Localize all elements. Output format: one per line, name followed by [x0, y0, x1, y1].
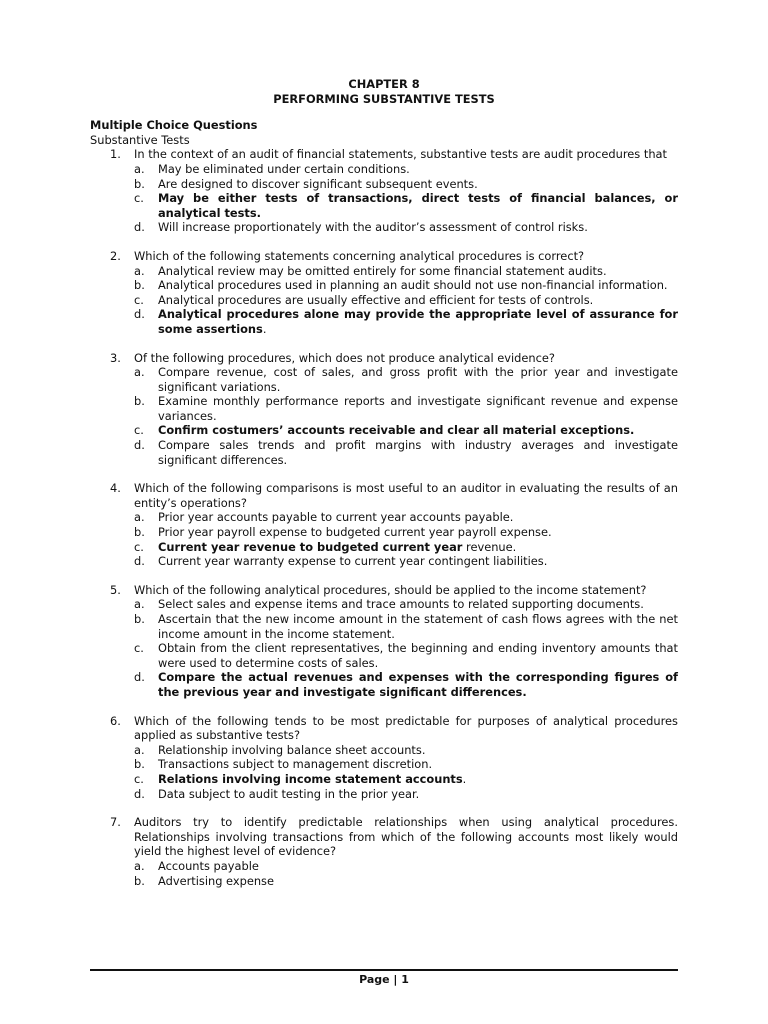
option-letter: c.	[134, 539, 144, 554]
answer-option	[134, 525, 678, 540]
option-text: Analytical procedures alone may provide the appropriate level of assurance for some assertions	[158, 307, 678, 336]
option-text: Relationship involving balance sheet accounts.	[158, 742, 426, 757]
option-content	[158, 641, 678, 670]
option-content	[158, 743, 678, 758]
option-content	[158, 264, 678, 279]
option-letter: d.	[134, 438, 145, 453]
answer-option	[134, 597, 678, 612]
question-number: 5.	[110, 582, 121, 597]
option-text: Compare sales trends and profit margins with industry averages and investigate significant differences.	[158, 438, 678, 467]
option-letter: c.	[134, 423, 144, 438]
option-letter: a.	[134, 161, 145, 176]
option-text: Data subject to audit testing in the prior year.	[158, 786, 420, 801]
option-text: Current year warranty expense to current year contingent liabilities.	[158, 554, 548, 569]
answer-option-correct	[134, 307, 678, 336]
answer-option	[134, 874, 678, 889]
option-letter: a.	[134, 365, 145, 380]
question-number: 7.	[110, 815, 121, 830]
option-content	[158, 278, 678, 293]
answer-option-correct	[134, 772, 678, 787]
question-item	[90, 714, 678, 743]
option-content	[158, 612, 678, 641]
section-subheading: Substantive Tests	[90, 132, 190, 147]
answer-options	[90, 743, 678, 801]
answer-option	[134, 220, 678, 235]
option-content	[158, 540, 678, 555]
question-item	[90, 249, 678, 264]
chapter-header	[90, 77, 678, 106]
option-content	[158, 191, 678, 220]
question-number: 4.	[110, 481, 121, 496]
answer-option	[134, 510, 678, 525]
question-list	[90, 147, 678, 888]
option-letter: d.	[134, 786, 145, 801]
option-suffix: .	[462, 771, 467, 786]
option-content	[158, 162, 678, 177]
option-text: Prior year payroll expense to budgeted current year payroll expense.	[158, 525, 552, 540]
option-content	[158, 772, 678, 787]
answer-option-correct	[134, 540, 678, 555]
option-content	[158, 220, 678, 235]
option-letter: a.	[134, 263, 145, 278]
answer-option	[134, 365, 678, 394]
question-item	[90, 147, 678, 162]
option-letter: b.	[134, 278, 145, 293]
option-content	[158, 307, 678, 336]
option-text: Examine monthly performance reports and investigate significant revenue and expense variances.	[158, 394, 678, 423]
question-text: Which of the following comparisons is most useful to an auditor in evaluating the results of an entity’s operations?	[134, 481, 678, 510]
option-letter: a.	[134, 597, 145, 612]
option-letter: b.	[134, 612, 145, 626]
option-letter: a.	[134, 858, 145, 873]
answer-options	[90, 162, 678, 235]
option-letter: b.	[134, 757, 145, 772]
answer-options	[90, 365, 678, 467]
answer-option	[134, 787, 678, 802]
option-content	[158, 394, 678, 423]
option-content	[158, 177, 678, 192]
answer-option	[134, 438, 678, 467]
chapter-title: PERFORMING SUBSTANTIVE TESTS	[273, 91, 495, 106]
answer-options	[90, 264, 678, 337]
option-content	[158, 365, 678, 394]
option-letter: b.	[134, 873, 145, 888]
question-item	[90, 815, 678, 859]
question-number: 2.	[110, 248, 121, 263]
option-text: May be eliminated under certain conditions.	[158, 161, 410, 176]
option-text: Prior year accounts payable to current year accounts payable.	[158, 510, 514, 525]
option-text: Analytical procedures used in planning an audit should not use non-financial information.	[158, 278, 668, 293]
option-content	[158, 597, 678, 612]
page-content	[90, 77, 678, 902]
option-letter: d.	[134, 670, 145, 685]
option-content	[158, 293, 678, 308]
option-content	[158, 787, 678, 802]
answer-option	[134, 757, 678, 772]
option-content	[158, 670, 678, 699]
option-letter: c.	[134, 771, 144, 786]
option-text: Are designed to discover significant subsequent events.	[158, 176, 478, 191]
answer-option	[134, 859, 678, 874]
question-text: Which of the following analytical procedures, should be applied to the income statement?	[134, 582, 647, 597]
question-text: Which of the following statements concerning analytical procedures is correct?	[134, 248, 585, 263]
option-text: Current year revenue to budgeted current year	[158, 539, 463, 554]
question-number: 1.	[110, 147, 121, 162]
option-letter: b.	[134, 176, 145, 191]
option-text: Analytical procedures are usually effective and efficient for tests of controls.	[158, 292, 594, 307]
option-text: Select sales and expense items and trace amounts to related supporting documents.	[158, 597, 644, 612]
answer-option	[134, 612, 678, 641]
option-content	[158, 859, 678, 874]
answer-option	[134, 162, 678, 177]
option-content	[158, 874, 678, 889]
answer-option-correct	[134, 670, 678, 699]
question-text: Which of the following tends to be most predictable for purposes of analytical procedures applied as substantive tests?	[134, 713, 678, 743]
option-content	[158, 510, 678, 525]
answer-option	[134, 264, 678, 279]
option-letter: d.	[134, 554, 145, 569]
option-letter: a.	[134, 742, 145, 757]
option-content	[158, 554, 678, 569]
option-text: May be either tests of transactions, direct tests of financial balances, or analytical tests.	[158, 191, 678, 220]
question-item	[90, 481, 678, 510]
option-letter: d.	[134, 220, 145, 235]
answer-option	[134, 278, 678, 293]
answer-option	[134, 743, 678, 758]
answer-option	[134, 177, 678, 192]
chapter-number: CHAPTER 8	[348, 77, 420, 91]
answer-option	[134, 293, 678, 308]
option-content	[158, 757, 678, 772]
footer-divider	[90, 969, 678, 971]
option-letter: c.	[134, 191, 144, 206]
option-text: Compare the actual revenues and expenses with the corresponding figures of the previous year and investigate significant differences.	[158, 670, 678, 699]
option-text: Compare revenue, cost of sales, and gross profit with the prior year and investigate significant variations.	[158, 365, 678, 394]
option-text: Obtain from the client representatives, the beginning and ending inventory amounts that were used to determine costs of sales.	[158, 641, 678, 670]
option-letter: b.	[134, 525, 145, 540]
answer-options	[90, 510, 678, 568]
answer-option-correct	[134, 423, 678, 438]
option-text: Analytical review may be omitted entirely for some financial statement audits.	[158, 263, 607, 278]
option-letter: d.	[134, 307, 145, 322]
answer-option	[134, 641, 678, 670]
option-content	[158, 423, 678, 438]
option-suffix: revenue.	[462, 539, 517, 554]
option-letter: a.	[134, 510, 145, 525]
answer-options	[90, 859, 678, 888]
option-text: Advertising expense	[158, 873, 275, 888]
option-text: Confirm costumers’ accounts receivable and clear all material exceptions.	[158, 423, 635, 438]
option-text: Will increase proportionately with the auditor’s assessment of control risks.	[158, 220, 588, 235]
answer-option-correct	[134, 191, 678, 220]
answer-options	[90, 597, 678, 699]
option-text: Accounts payable	[158, 858, 259, 873]
answer-option	[134, 554, 678, 569]
option-content	[158, 525, 678, 540]
section-heading: Multiple Choice Questions	[90, 118, 258, 133]
question-item	[90, 351, 678, 366]
question-text: Of the following procedures, which does not produce analytical evidence?	[134, 350, 555, 365]
page-number: Page | 1	[359, 973, 409, 986]
option-content	[158, 438, 678, 467]
option-text: Transactions subject to management discretion.	[158, 757, 433, 772]
option-suffix: .	[262, 321, 267, 336]
answer-option	[134, 394, 678, 423]
question-text: In the context of an audit of financial statements, substantive tests are audit procedures that	[134, 147, 667, 162]
option-text: Ascertain that the new income amount in the statement of cash flows agrees with the net income amount in the income statement.	[158, 612, 678, 641]
question-item	[90, 583, 678, 598]
option-text: Relations involving income statement accounts	[158, 771, 463, 786]
question-number: 6.	[110, 713, 121, 728]
question-number: 3.	[110, 350, 121, 365]
option-letter: c.	[134, 292, 144, 307]
option-letter: c.	[134, 641, 144, 656]
option-letter: b.	[134, 394, 145, 409]
question-text: Auditors try to identify predictable relationships when using analytical procedures. Relationships involving transactions from which of the following accounts most likely would yield the highest level of evidence?	[134, 815, 678, 859]
